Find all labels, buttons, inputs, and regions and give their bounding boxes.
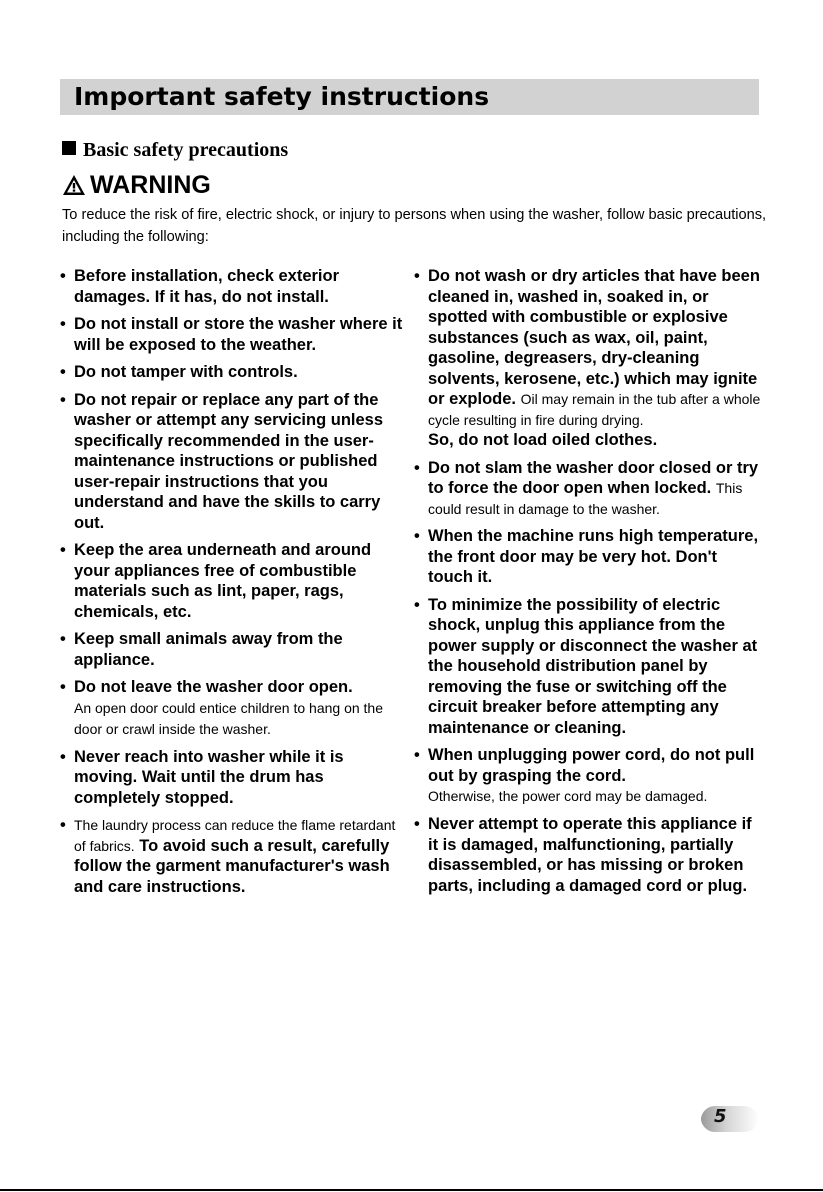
item-text: Do not wash or dry articles that have been cleaned in, washed in, soaked in, or spotted with combustible or explosive substances (such as wax, oil, paint, gasoline, degreasers, dry-cleaning solvents, kerosene, etc.) which may ignite or explode. bbox=[428, 267, 760, 408]
item-text: Do not slam the washer door closed or try to force the door open when locked. bbox=[428, 458, 759, 497]
warning-intro: To reduce the risk of fire, electric shock, or injury to persons when using the washer, follow basic precautions, including the following: bbox=[62, 207, 767, 245]
bullet: • bbox=[414, 458, 420, 477]
list-item bbox=[414, 458, 766, 520]
bullet: • bbox=[414, 746, 420, 764]
left-column bbox=[60, 266, 405, 904]
list-item bbox=[60, 314, 405, 355]
bullet: • bbox=[414, 595, 420, 614]
list-item bbox=[414, 266, 766, 451]
item-text-bold: To avoid such a result, carefully follow the garment manufacturer's wash and care instructions. bbox=[74, 836, 390, 896]
section-heading bbox=[62, 138, 288, 162]
item-text: Do not leave the washer door open. bbox=[74, 678, 353, 696]
list-item bbox=[414, 595, 766, 739]
item-text: When the machine runs high temperature, the front door may be very hot. Don't touch it. bbox=[428, 527, 759, 586]
bullet: • bbox=[414, 267, 420, 285]
bullet: • bbox=[60, 630, 66, 648]
item-text-bold: So, do not load oiled clothes. bbox=[428, 431, 658, 449]
item-text-normal: Oil may remain in the tub after a whole cycle resulting in fire during drying. bbox=[428, 391, 761, 428]
list-item bbox=[60, 815, 405, 897]
list-item bbox=[60, 390, 405, 534]
bullet: • bbox=[60, 678, 66, 696]
page-number: 5 bbox=[714, 1106, 727, 1127]
warning-triangle-icon bbox=[62, 174, 86, 196]
list-item bbox=[414, 814, 766, 896]
page-number-badge bbox=[700, 1104, 760, 1134]
bullet: • bbox=[60, 816, 66, 834]
bullet: • bbox=[414, 815, 420, 833]
list-item bbox=[60, 747, 405, 809]
item-text: Keep small animals away from the appliance. bbox=[74, 630, 343, 669]
list-item bbox=[60, 629, 405, 670]
item-text: Never reach into washer while it is moving. Wait until the drum has completely stopped. bbox=[74, 747, 344, 807]
item-note: An open door could entice children to hang on the door or crawl inside the washer. bbox=[74, 699, 384, 737]
item-text: When unplugging power cord, do not pull out by grasping the cord. bbox=[428, 746, 755, 785]
item-text-normal: This could result in damage to the washer. bbox=[428, 480, 743, 517]
bullet: • bbox=[60, 390, 66, 409]
list-item bbox=[60, 362, 405, 383]
bullet: • bbox=[60, 541, 66, 559]
list-item bbox=[60, 540, 405, 622]
warning-heading bbox=[62, 170, 211, 200]
bullet: • bbox=[414, 527, 420, 545]
list-item bbox=[414, 526, 766, 588]
item-text: The laundry process can reduce the flame retardant of fabrics. bbox=[74, 817, 396, 854]
item-text: Do not tamper with controls. bbox=[74, 363, 298, 381]
bullet: • bbox=[60, 267, 66, 285]
list-item bbox=[60, 266, 405, 307]
bullet: • bbox=[60, 315, 66, 333]
item-text: Keep the area underneath and around your appliances free of combustible materials such as lint, paper, rags, chemicals, etc. bbox=[74, 541, 372, 621]
page-title: Important safety instructions bbox=[60, 79, 759, 115]
warning-label: WARNING bbox=[90, 171, 211, 199]
item-text: Do not install or store the washer where it will be exposed to the weather. bbox=[74, 315, 403, 354]
item-note: Otherwise, the power cord may be damaged. bbox=[428, 788, 708, 804]
list-item bbox=[414, 745, 766, 807]
item-text: To minimize the possibility of electric shock, unplug this appliance from the power supply or disconnect the washer at the household distribution panel by removing the fuse or switching off the circuit breaker before attempting any maintenance or cleaning. bbox=[428, 595, 758, 737]
list-item bbox=[60, 677, 405, 740]
bullet: • bbox=[60, 363, 66, 381]
right-column bbox=[414, 266, 766, 903]
page-badge-shape bbox=[700, 1104, 760, 1134]
item-text: Never attempt to operate this appliance if it is damaged, malfunctioning, partially disassembled, or has missing or broken parts, including a damaged cord or plug. bbox=[428, 815, 752, 895]
section-heading-text: Basic safety precautions bbox=[83, 139, 289, 161]
item-text: Do not repair or replace any part of the washer or attempt any servicing unless specifically recommended in the user-maintenance instructions or published user-repair instructions that you understand and have the skills to carry out. bbox=[74, 390, 384, 532]
bullet: • bbox=[60, 747, 66, 766]
item-text: Before installation, check exterior damages. If it has, do not install. bbox=[74, 267, 340, 306]
square-bullet-icon bbox=[62, 141, 76, 155]
bottom-border bbox=[0, 1189, 823, 1191]
